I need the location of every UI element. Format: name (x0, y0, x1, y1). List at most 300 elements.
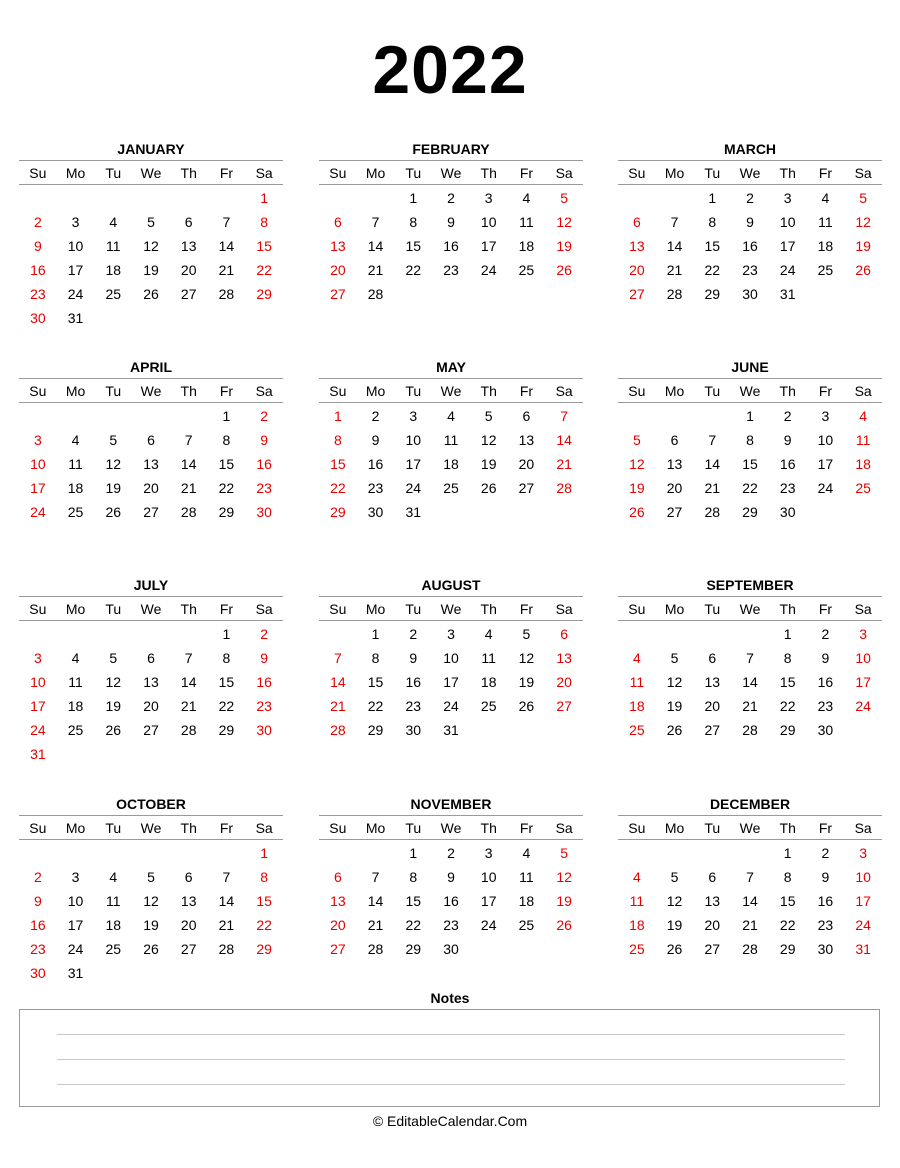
day-cell: 17 (779, 238, 796, 254)
day-cell: 5 (670, 869, 679, 885)
day-cell: 2 (260, 626, 269, 642)
day-cell: 23 (443, 262, 459, 278)
day-cell: 4 (109, 869, 118, 885)
weekday-header: Fr (219, 601, 234, 617)
weekday-header: Tu (105, 383, 122, 399)
day-cell: 10 (405, 432, 422, 448)
day-cell: 9 (783, 432, 792, 448)
empty-cell (618, 622, 656, 646)
notes-box[interactable] (19, 1009, 880, 1107)
empty-cell (618, 404, 656, 428)
weekday-header: Th (180, 383, 197, 399)
day-cell: 28 (367, 941, 384, 957)
day-cell: 29 (256, 941, 272, 957)
note-line (57, 1034, 845, 1035)
day-cell: 20 (704, 917, 721, 933)
day-cell: 22 (704, 262, 721, 278)
day-cell: 3 (447, 626, 455, 642)
weekday-header: Sa (255, 820, 273, 836)
day-cell: 16 (30, 917, 46, 933)
day-cell: 17 (30, 480, 46, 496)
day-cell: 27 (330, 941, 346, 957)
day-cell: 4 (71, 432, 80, 448)
weekday-header: Sa (255, 601, 273, 617)
weekday-header-row (319, 379, 583, 403)
day-cell: 14 (742, 893, 758, 909)
weekday-header: Su (329, 383, 347, 399)
month-name: OCTOBER (19, 793, 283, 816)
copyright-footer: © EditableCalendar.Com (372, 1113, 528, 1129)
days-grid (618, 622, 882, 742)
day-cell: 11 (629, 674, 645, 690)
day-cell: 20 (143, 480, 159, 496)
day-cell: 6 (522, 408, 531, 424)
empty-cell (170, 622, 208, 646)
day-cell: 11 (106, 238, 121, 254)
day-cell: 27 (143, 504, 159, 520)
empty-cell (94, 404, 132, 428)
day-cell: 9 (409, 650, 418, 666)
day-cell: 16 (443, 238, 459, 254)
day-cell: 13 (556, 650, 572, 666)
day-cell: 12 (855, 214, 871, 230)
month-april (19, 356, 283, 524)
day-cell: 30 (256, 722, 272, 738)
weekday-header: Tu (105, 165, 122, 181)
day-cell: 8 (333, 432, 342, 448)
weekday-header-row (618, 379, 882, 403)
day-cell: 12 (666, 674, 683, 690)
day-cell: 13 (704, 674, 721, 690)
day-cell: 27 (666, 504, 683, 520)
weekday-header: Mo (365, 820, 386, 836)
day-cell: 5 (147, 214, 155, 230)
day-cell: 10 (855, 869, 871, 885)
weekday-header: Th (779, 820, 796, 836)
day-cell: 29 (405, 941, 422, 957)
day-cell: 9 (260, 432, 269, 448)
day-cell: 18 (629, 917, 645, 933)
day-cell: 17 (855, 893, 871, 909)
day-cell: 12 (556, 214, 572, 230)
weekday-header: We (140, 383, 162, 399)
empty-cell (19, 186, 57, 210)
weekday-header: Su (628, 165, 646, 181)
weekday-header: Fr (818, 165, 833, 181)
day-cell: 5 (670, 650, 679, 666)
day-cell: 30 (256, 504, 272, 520)
weekday-header: Th (779, 165, 796, 181)
day-cell: 22 (779, 698, 796, 714)
weekday-header: Th (480, 601, 497, 617)
day-cell: 23 (443, 917, 459, 933)
day-cell: 24 (30, 722, 46, 738)
month-name: MARCH (618, 138, 882, 161)
day-cell: 6 (560, 626, 569, 642)
weekday-header: Su (628, 820, 646, 836)
month-october (19, 793, 283, 985)
weekday-header-row (618, 816, 882, 840)
day-cell: 14 (556, 432, 572, 448)
day-cell: 2 (33, 214, 42, 230)
day-cell: 4 (859, 408, 868, 424)
day-cell: 14 (704, 456, 721, 472)
weekday-header: We (739, 601, 761, 617)
day-cell: 23 (367, 480, 384, 496)
day-cell: 30 (30, 965, 46, 981)
empty-cell (132, 404, 170, 428)
month-name: AUGUST (319, 574, 583, 597)
empty-cell (170, 186, 208, 210)
weekday-header-row (19, 379, 283, 403)
day-cell: 19 (105, 698, 122, 714)
weekday-header: We (440, 601, 462, 617)
day-cell: 2 (260, 408, 269, 424)
month-name: SEPTEMBER (618, 574, 882, 597)
day-cell: 18 (105, 262, 122, 278)
day-cell: 26 (105, 504, 122, 520)
days-grid (319, 622, 583, 742)
day-cell: 30 (817, 722, 834, 738)
days-grid (19, 841, 283, 985)
day-cell: 10 (817, 432, 834, 448)
day-cell: 26 (556, 262, 572, 278)
day-cell: 24 (855, 917, 871, 933)
month-name: MAY (319, 356, 583, 379)
weekday-header: Tu (704, 165, 721, 181)
day-cell: 12 (556, 869, 572, 885)
day-cell: 7 (560, 408, 569, 424)
weekday-header: Tu (704, 601, 721, 617)
day-cell: 26 (105, 722, 122, 738)
day-cell: 16 (256, 674, 272, 690)
day-cell: 21 (218, 262, 235, 278)
weekday-header: Fr (219, 820, 234, 836)
day-cell: 6 (147, 432, 155, 448)
weekday-header: Fr (818, 820, 833, 836)
day-cell: 11 (481, 650, 496, 666)
day-cell: 21 (666, 262, 683, 278)
days-grid (19, 622, 283, 766)
day-cell: 1 (783, 626, 792, 642)
weekday-header: We (739, 383, 761, 399)
day-cell: 4 (71, 650, 80, 666)
day-cell: 29 (218, 504, 235, 520)
day-cell: 29 (742, 504, 758, 520)
year-title: 2022 (372, 32, 528, 108)
day-cell: 12 (629, 456, 645, 472)
day-cell: 15 (218, 674, 235, 690)
weekday-header: Th (779, 601, 796, 617)
day-cell: 4 (484, 626, 493, 642)
day-cell: 28 (704, 504, 721, 520)
day-cell: 19 (556, 893, 572, 909)
month-september (618, 574, 882, 742)
day-cell: 20 (518, 456, 535, 472)
empty-cell (19, 622, 57, 646)
day-cell: 1 (409, 190, 418, 206)
day-cell: 29 (779, 941, 796, 957)
day-cell: 5 (109, 650, 118, 666)
day-cell: 20 (143, 698, 159, 714)
day-cell: 8 (409, 214, 418, 230)
day-cell: 7 (222, 869, 231, 885)
days-grid (319, 841, 583, 961)
weekday-header: Tu (405, 601, 422, 617)
day-cell: 13 (143, 456, 159, 472)
empty-cell (94, 622, 132, 646)
empty-cell (731, 841, 769, 865)
day-cell: 3 (783, 190, 792, 206)
empty-cell (319, 622, 357, 646)
weekday-header: Sa (854, 383, 872, 399)
weekday-header: Th (180, 165, 197, 181)
weekday-header: Fr (818, 383, 833, 399)
day-cell: 15 (367, 674, 384, 690)
day-cell: 1 (708, 190, 717, 206)
weekday-header: Mo (365, 165, 386, 181)
day-cell: 28 (218, 941, 235, 957)
empty-cell (656, 404, 694, 428)
day-cell: 12 (143, 893, 159, 909)
empty-cell (319, 841, 357, 865)
days-grid (319, 404, 583, 524)
empty-cell (132, 622, 170, 646)
day-cell: 20 (556, 674, 572, 690)
day-cell: 10 (67, 893, 84, 909)
weekday-header: Su (29, 820, 47, 836)
day-cell: 11 (818, 214, 833, 230)
weekday-header: Tu (405, 383, 422, 399)
day-cell: 26 (480, 480, 497, 496)
weekday-header: Tu (704, 383, 721, 399)
day-cell: 8 (222, 650, 231, 666)
day-cell: 2 (447, 190, 455, 206)
day-cell: 14 (666, 238, 683, 254)
day-cell: 7 (184, 432, 193, 448)
day-cell: 24 (779, 262, 796, 278)
weekday-header: Mo (664, 820, 685, 836)
day-cell: 29 (779, 722, 796, 738)
weekday-header: We (440, 165, 462, 181)
day-cell: 5 (109, 432, 118, 448)
day-cell: 7 (670, 214, 679, 230)
month-june (618, 356, 882, 524)
day-cell: 20 (330, 917, 346, 933)
day-cell: 26 (666, 722, 683, 738)
day-cell: 12 (105, 674, 122, 690)
day-cell: 15 (256, 893, 272, 909)
day-cell: 4 (632, 869, 641, 885)
weekday-header: We (140, 820, 162, 836)
day-cell: 3 (484, 190, 493, 206)
day-cell: 13 (629, 238, 645, 254)
day-cell: 22 (218, 480, 235, 496)
day-cell: 18 (855, 456, 871, 472)
weekday-header: Th (180, 820, 197, 836)
day-cell: 8 (222, 432, 231, 448)
day-cell: 9 (260, 650, 269, 666)
day-cell: 8 (260, 869, 269, 885)
day-cell: 21 (330, 698, 346, 714)
month-december (618, 793, 882, 961)
month-name: NOVEMBER (319, 793, 583, 816)
weekday-header: Sa (555, 383, 573, 399)
day-cell: 25 (518, 262, 535, 278)
empty-cell (731, 622, 769, 646)
day-cell: 11 (629, 893, 645, 909)
weekday-header: Su (628, 383, 646, 399)
days-grid (19, 186, 283, 330)
day-cell: 18 (518, 893, 535, 909)
day-cell: 10 (67, 238, 84, 254)
day-cell: 16 (443, 893, 459, 909)
day-cell: 19 (666, 917, 683, 933)
day-cell: 28 (742, 941, 758, 957)
day-cell: 19 (143, 917, 159, 933)
day-cell: 30 (817, 941, 834, 957)
day-cell: 25 (855, 480, 871, 496)
day-cell: 13 (330, 893, 346, 909)
day-cell: 6 (333, 869, 342, 885)
empty-cell (618, 186, 656, 210)
day-cell: 16 (817, 674, 834, 690)
days-grid (618, 404, 882, 524)
day-cell: 16 (742, 238, 758, 254)
day-cell: 11 (68, 456, 83, 472)
day-cell: 5 (484, 408, 493, 424)
day-cell: 2 (783, 408, 792, 424)
weekday-header: Tu (704, 820, 721, 836)
day-cell: 2 (447, 845, 455, 861)
empty-cell (357, 841, 395, 865)
empty-cell (319, 186, 357, 210)
empty-cell (170, 841, 208, 865)
day-cell: 23 (742, 262, 758, 278)
note-line (57, 1059, 845, 1060)
note-line (57, 1084, 845, 1085)
day-cell: 26 (666, 941, 683, 957)
day-cell: 15 (704, 238, 721, 254)
weekday-header-row (19, 816, 283, 840)
day-cell: 10 (480, 214, 497, 230)
day-cell: 22 (256, 262, 272, 278)
day-cell: 22 (330, 480, 346, 496)
day-cell: 27 (143, 722, 159, 738)
weekday-header: We (440, 383, 462, 399)
weekday-header: Su (329, 601, 347, 617)
day-cell: 25 (67, 504, 84, 520)
empty-cell (57, 622, 95, 646)
day-cell: 3 (71, 214, 80, 230)
day-cell: 16 (30, 262, 46, 278)
day-cell: 2 (409, 626, 418, 642)
day-cell: 25 (518, 917, 535, 933)
day-cell: 12 (480, 432, 497, 448)
day-cell: 25 (443, 480, 459, 496)
day-cell: 18 (67, 480, 84, 496)
weekday-header: Fr (219, 165, 234, 181)
day-cell: 30 (779, 504, 796, 520)
day-cell: 19 (556, 238, 572, 254)
day-cell: 31 (30, 746, 46, 762)
day-cell: 21 (742, 698, 758, 714)
day-cell: 18 (105, 917, 122, 933)
day-cell: 6 (708, 650, 717, 666)
weekday-header: Sa (854, 601, 872, 617)
weekday-header-row (618, 597, 882, 621)
day-cell: 28 (180, 504, 197, 520)
day-cell: 3 (484, 845, 493, 861)
day-cell: 30 (742, 286, 758, 302)
day-cell: 31 (67, 965, 84, 981)
day-cell: 24 (443, 698, 459, 714)
day-cell: 15 (742, 456, 758, 472)
day-cell: 1 (222, 408, 231, 424)
day-cell: 23 (817, 698, 834, 714)
day-cell: 20 (629, 262, 645, 278)
day-cell: 9 (33, 238, 42, 254)
day-cell: 20 (666, 480, 683, 496)
day-cell: 18 (518, 238, 535, 254)
day-cell: 27 (330, 286, 346, 302)
day-cell: 19 (143, 262, 159, 278)
day-cell: 8 (783, 650, 792, 666)
day-cell: 2 (746, 190, 754, 206)
empty-cell (208, 841, 246, 865)
day-cell: 13 (180, 238, 197, 254)
day-cell: 21 (704, 480, 721, 496)
day-cell: 9 (821, 650, 830, 666)
day-cell: 16 (256, 456, 272, 472)
day-cell: 6 (184, 869, 193, 885)
weekday-header: Su (29, 383, 47, 399)
day-cell: 15 (405, 238, 422, 254)
day-cell: 22 (405, 262, 422, 278)
day-cell: 22 (779, 917, 796, 933)
empty-cell (656, 841, 694, 865)
day-cell: 14 (180, 674, 197, 690)
day-cell: 3 (409, 408, 418, 424)
day-cell: 15 (779, 893, 796, 909)
day-cell: 30 (367, 504, 384, 520)
day-cell: 4 (632, 650, 641, 666)
day-cell: 13 (704, 893, 721, 909)
weekday-header: Su (29, 165, 47, 181)
day-cell: 3 (859, 626, 868, 642)
day-cell: 6 (708, 869, 717, 885)
month-name: FEBRUARY (319, 138, 583, 161)
weekday-header: We (140, 601, 162, 617)
day-cell: 11 (855, 432, 871, 448)
empty-cell (57, 404, 95, 428)
day-cell: 8 (371, 650, 380, 666)
day-cell: 27 (180, 286, 197, 302)
day-cell: 10 (855, 650, 871, 666)
day-cell: 24 (855, 698, 871, 714)
weekday-header: Sa (555, 601, 573, 617)
weekday-header: We (739, 820, 761, 836)
day-cell: 27 (518, 480, 535, 496)
day-cell: 31 (855, 941, 871, 957)
day-cell: 28 (666, 286, 683, 302)
day-cell: 6 (147, 650, 155, 666)
day-cell: 13 (518, 432, 535, 448)
weekday-header: Mo (664, 383, 685, 399)
day-cell: 23 (256, 480, 272, 496)
day-cell: 10 (480, 869, 497, 885)
day-cell: 3 (71, 869, 80, 885)
